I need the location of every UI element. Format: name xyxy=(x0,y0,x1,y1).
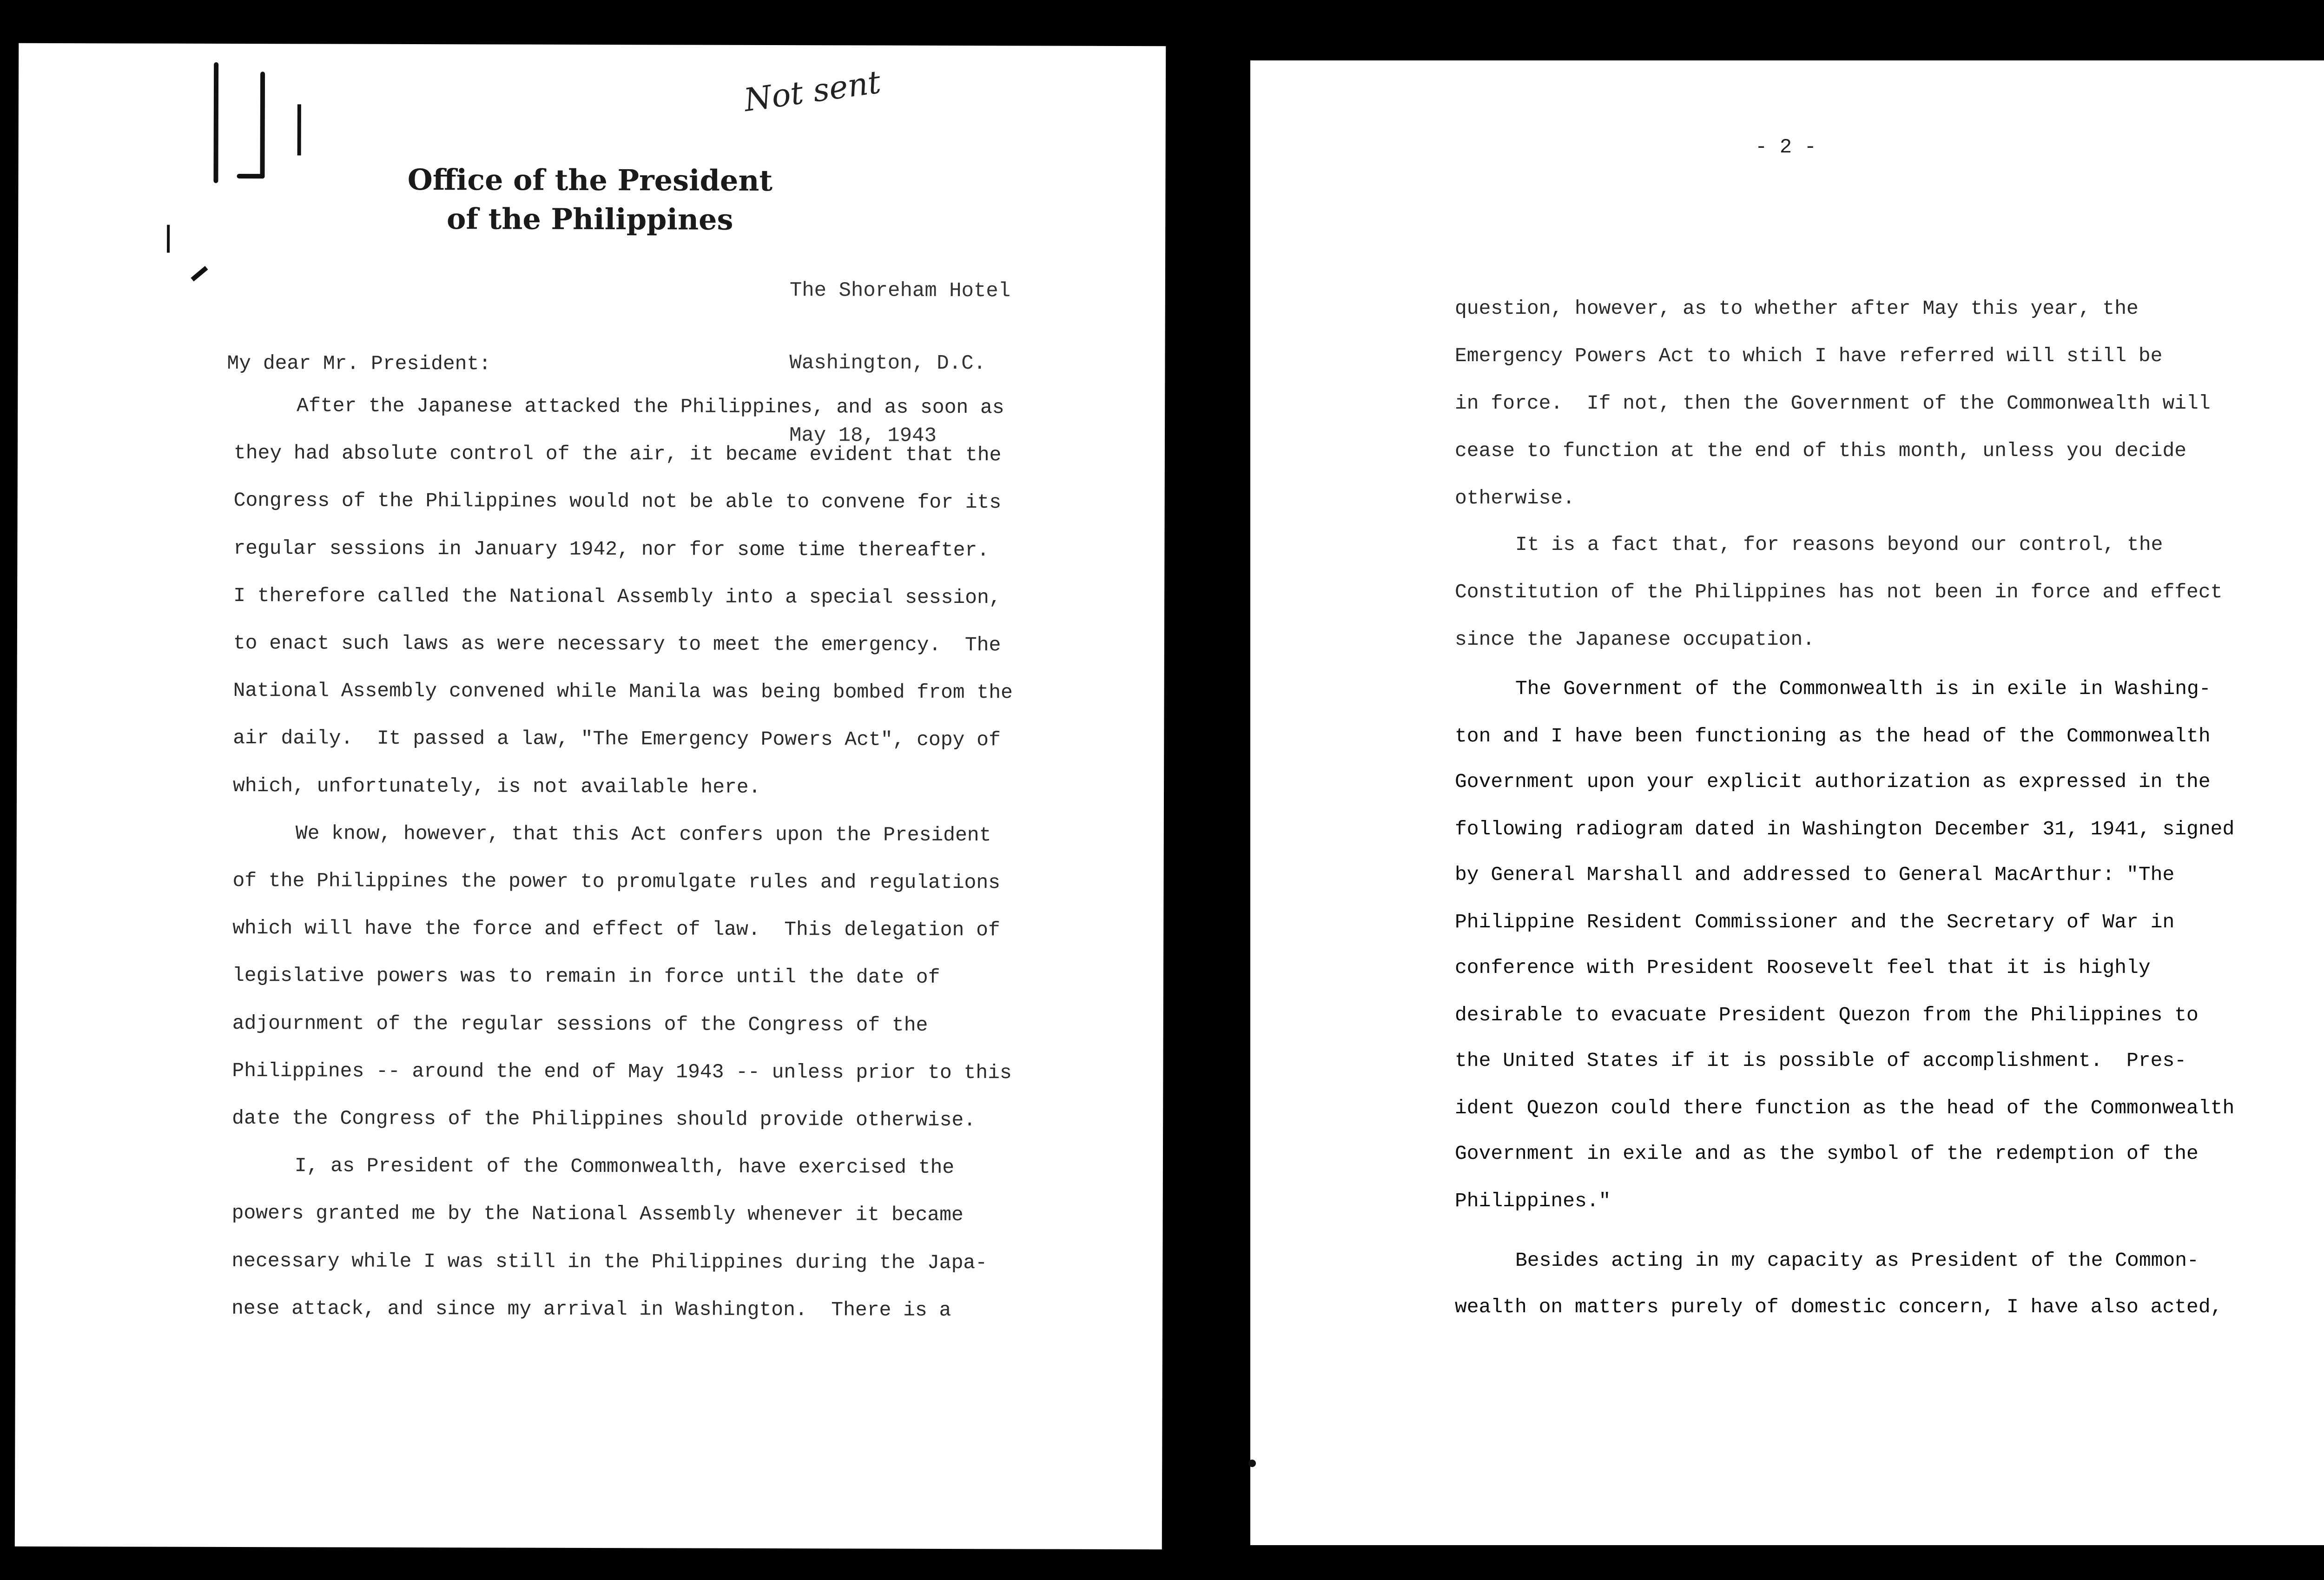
letterhead-line-2: of the Philippines xyxy=(446,202,733,237)
text-line: question, however, as to whether after May this year, the xyxy=(1455,297,2139,320)
page-number: - 2 - xyxy=(1755,136,1817,159)
letterhead xyxy=(399,160,780,239)
text-line: conference with President Roosevelt feel that it is highly xyxy=(1455,956,2151,979)
text-line: Government in exile and as the symbol of the redemption of the xyxy=(1455,1142,2199,1165)
text-line: nese attack, and since my arrival in Washington. There is a xyxy=(231,1296,951,1322)
letter-page-1 xyxy=(15,43,1166,1549)
text-line: in force. If not, then the Government of the Commonwealth will xyxy=(1455,392,2211,415)
text-line: Philippines -- around the end of May 1943 -- unless prior to this xyxy=(232,1059,1012,1084)
address-line-3: May 18, 1943 xyxy=(789,424,937,448)
letterhead-line-1: Office of the President xyxy=(407,162,773,198)
text-line: of the Philippines the power to promulgate rules and regulations xyxy=(232,869,1001,894)
text-line: to enact such laws as were necessary to meet the emergency. The xyxy=(233,631,1001,657)
text-line: It is a fact that, for reasons beyond our control, the xyxy=(1515,533,2163,556)
salutation: My dear Mr. President: xyxy=(227,351,491,376)
text-line: Philippines." xyxy=(1455,1190,1611,1212)
text-line: adjournment of the regular sessions of the Congress of the xyxy=(232,1011,928,1037)
text-line: Besides acting in my capacity as President of the Common- xyxy=(1515,1249,2199,1272)
address-line-1: The Shoreham Hotel xyxy=(789,279,1011,303)
binder-clip-mark xyxy=(213,62,218,183)
edge-mark xyxy=(167,225,170,253)
text-line: following radiogram dated in Washington December 31, 1941, signed xyxy=(1455,818,2235,840)
text-line: necessary while I was still in the Philippines during the Japa- xyxy=(231,1249,988,1275)
text-line: Constitution of the Philippines has not been in force and effect xyxy=(1455,581,2223,603)
edge-mark xyxy=(191,266,208,281)
text-line: After the Japanese attacked the Philippines, and as soon as xyxy=(297,394,1004,419)
text-line: ton and I have been functioning as the head of the Commonwealth xyxy=(1455,725,2211,747)
text-line: Philippine Resident Commissioner and the Secretary of War in xyxy=(1455,911,2175,933)
binder-clip-mark xyxy=(260,72,265,178)
text-line: desirable to evacuate President Quezon from the Philippines to xyxy=(1455,1004,2199,1026)
text-line: regular sessions in January 1942, nor for some time thereafter. xyxy=(233,536,990,562)
text-line: The Government of the Commonwealth is in exile in Washing- xyxy=(1515,677,2211,700)
letter-page-2 xyxy=(1250,60,2324,1545)
handwritten-note: Not sent xyxy=(741,64,883,119)
edge-mark xyxy=(1248,1460,1256,1467)
text-line: legislative powers was to remain in force until the date of xyxy=(232,964,940,989)
text-line: which will have the force and effect of law. This delegation of xyxy=(232,916,1000,942)
text-line: which, unfortunately, is not available here. xyxy=(232,774,761,799)
text-line: air daily. It passed a law, "The Emergency Powers Act", copy of xyxy=(233,726,1001,752)
text-line: otherwise. xyxy=(1455,487,1575,509)
text-line: I, as President of the Commonwealth, have exercised the xyxy=(294,1154,955,1179)
text-line: Emergency Powers Act to which I have referred will still be xyxy=(1455,344,2163,367)
text-line: National Assembly convened while Manila was being bombed from the xyxy=(233,679,1013,704)
text-line: I therefore called the National Assembly into a special session, xyxy=(233,584,1001,609)
edge-mark xyxy=(297,104,301,155)
text-line: We know, however, that this Act confers upon the President xyxy=(295,822,991,847)
text-line: since the Japanese occupation. xyxy=(1455,628,1815,651)
text-line: Government upon your explicit authorization as expressed in the xyxy=(1455,770,2211,793)
address-line-2: Washington, D.C. xyxy=(789,351,986,376)
text-line: cease to function at the end of this month, unless you decide xyxy=(1455,439,2187,462)
text-line: by General Marshall and addressed to General MacArthur: "The xyxy=(1455,863,2175,886)
text-line: date the Congress of the Philippines should provide otherwise. xyxy=(232,1106,976,1132)
text-line: powers granted me by the National Assembly whenever it became xyxy=(231,1201,964,1227)
text-line: the United States if it is possible of accomplishment. Pres- xyxy=(1455,1049,2187,1072)
text-line: ident Quezon could there function as the head of the Commonwealth xyxy=(1455,1097,2235,1119)
text-line: they had absolute control of the air, it became evident that the xyxy=(233,441,1002,467)
text-line: Congress of the Philippines would not be able to convene for its xyxy=(233,489,1002,514)
text-line: wealth on matters purely of domestic concern, I have also acted, xyxy=(1455,1296,2223,1318)
